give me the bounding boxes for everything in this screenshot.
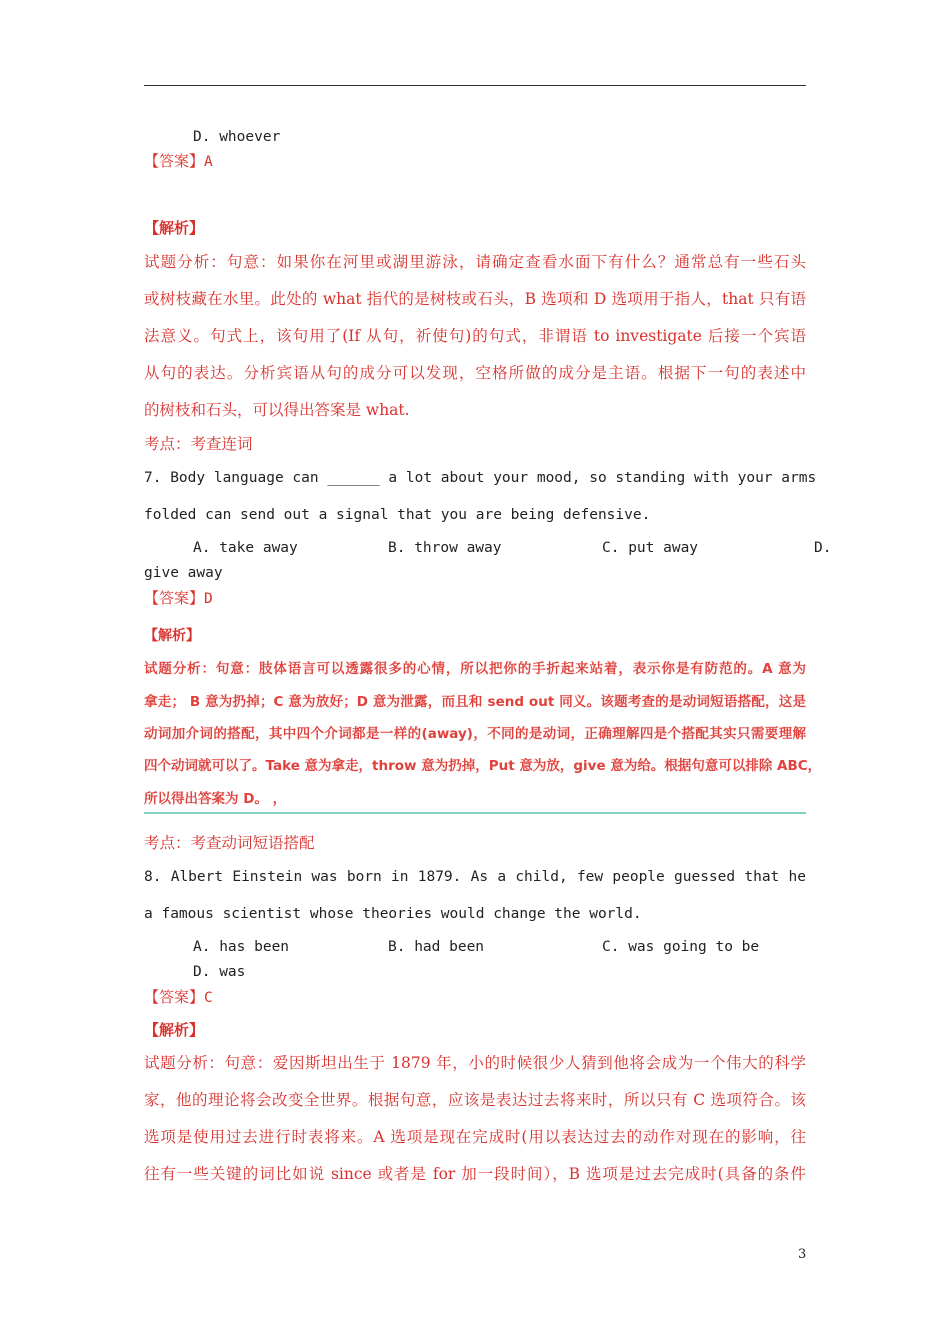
- q7-option-d: D.: [814, 540, 832, 556]
- q6-analysis-line: 的树枝和石头，可以得出答案是 what.: [144, 401, 410, 419]
- q6-analysis-line: 或树枝藏在水里。此处的 what 指代的是树枝或石头，B 选项和 D 选项用于指人，that 只有语: [144, 290, 806, 308]
- q8-option-a: A. has been: [193, 939, 290, 955]
- q8-analysis-line: 往有一些关键的词比如说 since 或者是 for 加一段时间），B 选项是过去完成时(具备的条件: [144, 1165, 806, 1183]
- q8-stem-line2: a famous scientist whose theories would change the world.: [144, 906, 642, 922]
- q7-stem-line1: 7. Body language can ______ a lot about your mood, so standing with your arms: [144, 470, 817, 486]
- q8-answer: [144, 987, 213, 1008]
- q6-kaodian: 考点：考查连词: [144, 435, 253, 453]
- q7-analysis-label: 【解析】: [144, 628, 200, 644]
- q6-option-d: D. whoever: [193, 129, 281, 145]
- q8-option-b: B. had been: [388, 939, 485, 955]
- q7-analysis-line: 拿走； B 意为扔掉；C 意为放好；D 意为泄露，而且和 send out 同义。该题考查的是动词短语搭配，这是: [144, 694, 806, 710]
- q7-analysis-line: 动词加介词的搭配，其中四个介词都是一样的(away)，不同的是动词，正确理解四是个搭配其实只需要理解: [144, 726, 806, 742]
- q7-stem-line2: folded can send out a signal that you are being defensive.: [144, 507, 651, 523]
- q6-answer-label: 【答案】: [144, 152, 205, 170]
- q6-analysis-line: 试题分析：句意：如果你在河里或湖里游泳，请确定查看水面下有什么？通常总有一些石头: [144, 253, 806, 271]
- q8-analysis-line: 选项是使用过去进行时表将来。A 选项是现在完成时(用以表达过去的动作对现在的影响，往: [144, 1128, 806, 1146]
- q7-answer-label: 【答案】: [144, 589, 205, 607]
- q8-stem-line1: 8. Albert Einstein was born in 1879. As a child, few people guessed that he: [144, 869, 806, 885]
- q8-analysis-line: 家，他的理论将会改变全世界。根据句意，应该是表达过去将来时，所以只有 C 选项符合。该: [144, 1091, 806, 1109]
- q8-analysis-line: 试题分析：句意：爱因斯坦出生于 1879 年，小的时候很少人猜到他将会成为一个伟大的科学: [144, 1054, 806, 1072]
- q8-analysis-label: 【解析】: [144, 1021, 205, 1039]
- q7-option-d-text: give away: [144, 565, 223, 581]
- q7-answer-value: D: [204, 591, 213, 607]
- q8-option-d: D. was: [193, 964, 246, 980]
- q6-analysis-line: 从句的表达。分析宾语从句的成分可以发现，空格所做的成分是主语。根据下一句的表述中: [144, 364, 806, 382]
- q7-option-b: B. throw away: [388, 540, 502, 556]
- q7-answer: [144, 588, 213, 609]
- q6-analysis-label: 【解析】: [144, 219, 205, 237]
- q8-option-c: C. was going to be: [602, 939, 760, 955]
- header-rule: [144, 85, 806, 86]
- page-number: 3: [798, 1247, 807, 1262]
- q7-analysis-line: 四个动词就可以了。Take 意为拿走，throw 意为扔掉，Put 意为放，give 意为给。根据句意可以排除 ABC，: [144, 758, 822, 774]
- section-divider: [144, 812, 806, 814]
- q8-answer-value: C: [204, 990, 213, 1006]
- q7-analysis-line: 试题分析：句意：肢体语言可以透露很多的心情，所以把你的手折起来站着，表示你是有防范的。A 意为: [144, 661, 806, 677]
- q7-kaodian: 考点：考查动词短语搭配: [144, 834, 315, 852]
- q7-option-a: A. take away: [193, 540, 298, 556]
- q8-answer-label: 【答案】: [144, 988, 205, 1006]
- q7-analysis-line: 所以得出答案为 D。 ，: [144, 791, 287, 807]
- q6-answer: [144, 151, 213, 172]
- q6-analysis-line: 法意义。句式上，该句用了(If 从句，祈使句)的句式，非谓语 to investigate 后接一个宾语: [144, 327, 806, 345]
- q6-answer-value: A: [204, 154, 213, 170]
- q7-option-c: C. put away: [602, 540, 699, 556]
